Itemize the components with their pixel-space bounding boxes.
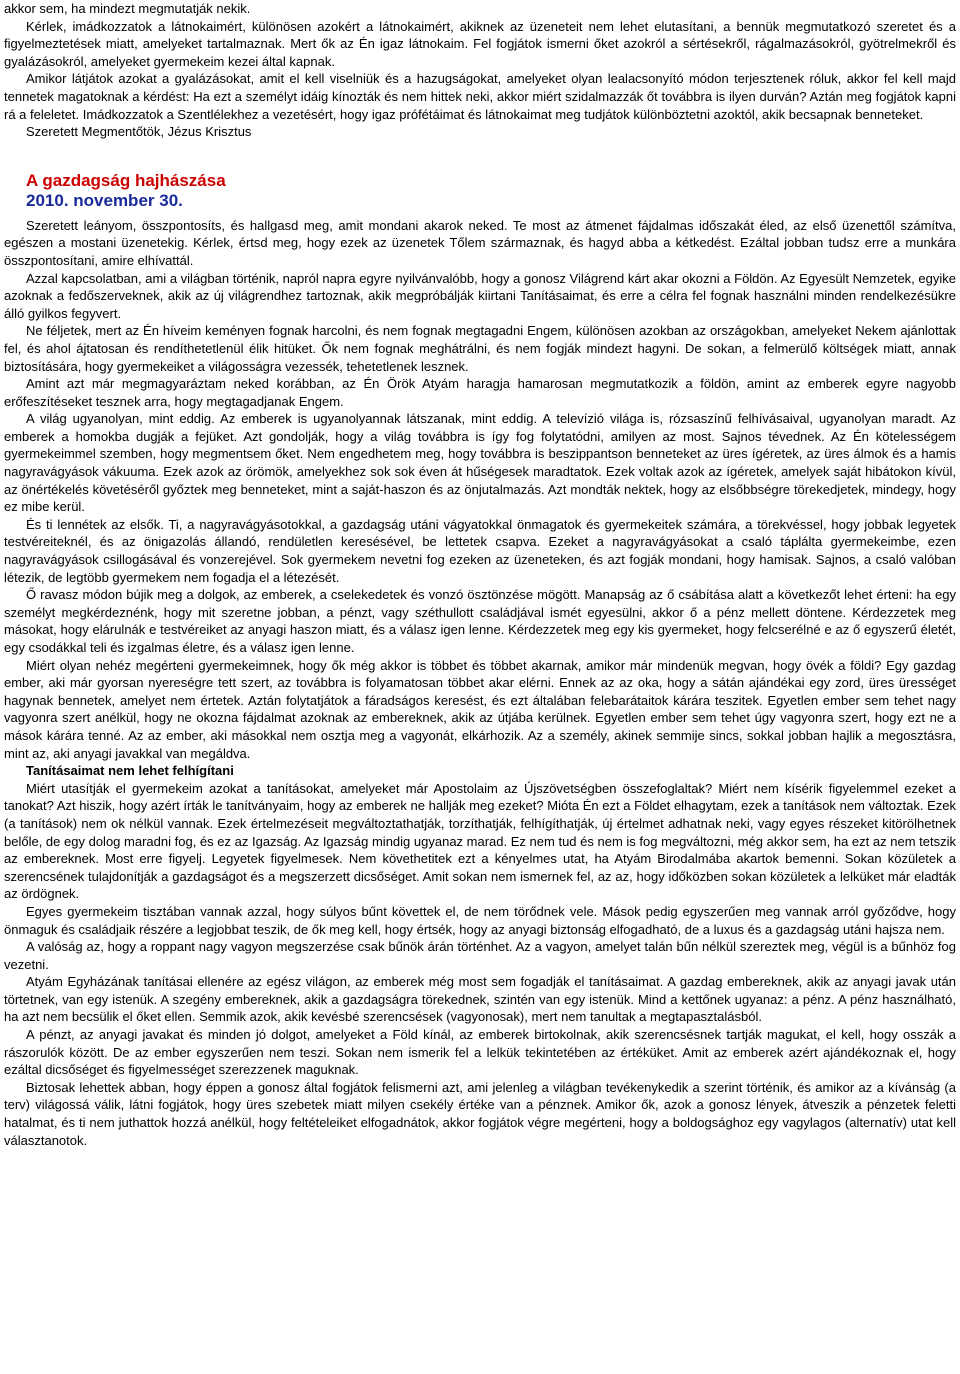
paragraph-11: A valóság az, hogy a roppant nagy vagyon megszerzése csak bűnök árán történhet. Az a vagyon, amelyet talán bűn nélkül szereztek meg, végül is a bűnhöz fog vezetni. [4, 939, 956, 972]
paragraph-13: A pénzt, az anyagi javakat és minden jó dolgot, amelyeket a Föld kínál, az emberek birtokolnak, akik szerencsésnek tartják magukat, el kell, hogy osszák a rászorulók között. De az ember egyszerűen nem teszi. Sokan nem ismerik fel a lelkük tekintetében az értéküket. Amit az emberek azért ajándékoznak el, hogy ezáltal dicsőséget és figyelmességet szerezzenek maguknak. [4, 1027, 956, 1078]
message-title: A gazdagság hajhászása [26, 170, 226, 190]
paragraph-8: Miért olyan nehéz megérteni gyermekeimnek, hogy ők még akkor is többet és többet akarnak, amikor már mindenük megvan, hogy övék a földi? Egy gazdag ember, aki már gyorsan nyereségre tett szert, az továbbra is folyamatosan többet akar elérni. Ennek az az oka, hogy a sátán ajándékai egy zord, üres ürességet hagynak bennetek, amelyet nem értetek. Aztán folytatjátok a fáradságos keresést, és ezt általában felebarátaitok kárára teszitek. Egyetlen ember sem tehet nagy vagyonra szert anélkül, hogy ne okozna fájdalmat azoknak az embereknek, akik az útjába kerülnek. Egyetlen ember sem tehet úgy vagyonra szert, hogy ezt ne a mások kárára tenné. Az az ember, aki másokkal nem osztja meg a vagyonát, elkárhozik. Az a személy, akinek semmije sincs, sokkal jobban hajlik a megosztásra, mint az, aki anyagi javakkal van megáldva. [4, 657, 956, 761]
paragraph-7: Ő ravasz módon bújik meg a dolgok, az emberek, a cselekedetek és vonzó ösztönzése mögött. Manapság az ő csábítása alatt a következőt lehet érteni: ha egy személyt megkérdeznénk, hogy mit szeretne jobban, a pénzt, vagy széthullott családjával ismét egyesülni, akkor ő a pénz mellett döntene. Kérdezzetek meg másokat, hogy elárulnák e testvéreiket az anyagi haszon miatt, és a válasz igen lenne. Kérdezzetek meg egy kis gyermeket, hogy felcserélné e az ő egyszerű életét, egy csodákkal teli és izgalmas életre, és a válasz igen lenne. [4, 587, 956, 655]
paragraph-1: Szeretett leányom, összpontosíts, és hallgasd meg, amit mondani akarok neked. Te most az átmenet fájdalmas időszakát éled, az első üzenettől számítva, egészen a mostani üzenetekig. Kérlek, értsd meg, hogy ezek az üzenetek Tőlem származnak, és hagyd abba a kétkedést. Ezáltal jobban tudsz erre a munkára összpontosítani, amire elhívattál. [4, 217, 956, 268]
paragraph-5: A világ ugyanolyan, mint eddig. Az emberek is ugyanolyannak látszanak, mint eddig. A televízió világa is, rózsaszínű felhívásaival, ugyanolyan maradt. Az emberek a homokba dugják a fejüket. Azt gondolják, hogy a világ továbbra is így fog folytatódni, amilyen az most. Sajnos tévednek. Az Én kötelességem gyermekeimmel szemben, hogy megmentsem őket. Nem engedhetem meg, hogy továbbra is beszippantson benneteket az üres ígéretek, az üres álmok és a hamis nagyravágyások vákuuma. Ezek azok az örömök, amelyekhez sok sok éven át hűségesek maradtatok. Ezek voltak azok az ígéretek, amelyek saját hibátokon kívül, az önértékelés követéséről győztek meg benneteket, mint a saját-haszon és az önjutalmazás. Azt mondták nektek, hogy az elsőbbségre törekedjetek, mindegy, hogy ez mibe kerül. [4, 411, 956, 515]
paragraph-12: Atyám Egyházának tanításai ellenére az egész világon, az emberek még most sem fogadják el tanításaimat. A gazdag embereknek, akik az anyagi javak után törtetnek, van egy istenük. A szegény embereknek, akik a gazdagságra törekednek, szintén van egy istenük. Mind a kettőnek ugyanaz: a pénz. A pénz használható, ha azt nem becsülik el őket ellen. Semmik azok, akik kevésbé szerencsések (vagyonosak), mert nem tanultak a megtapasztalásból. [4, 974, 956, 1025]
paragraph-3: Ne féljetek, mert az Én híveim keményen fognak harcolni, és nem fognak megtagadni Engem, különösen azokban az országokban, amelyeket Nekem ajánlottak fel, és ahol ájtatosan és rendíthetetlenül élik hitüket. Ők nem fognak meghátrálni, és nem fogják mindezt hagyni. De sokan, a felmerülő költségek miatt, annak biztosítására, hogy gyermekeiket a világosságra vezessék, tehetetlenek lesznek. [4, 323, 956, 374]
subheading-teachings: Tanításaimat nem lehet felhígítani [26, 763, 234, 779]
paragraph-2: Azzal kapcsolatban, ami a világban történik, napról napra egyre nyilvánvalóbb, hogy a gonosz Világrend kárt akar okozni a Földön. Az Egyesült Nemzetek, egyike azoknak a fedőszerveknek, akik az új világrendhez tartoznak, akik megpróbálják kiirtani Tanításaimat, és erre a célra fel fognak használni minden rendelkezésükre álló gyilkos fegyvert. [4, 270, 956, 321]
paragraph-insults: Amikor látjátok azokat a gyalázásokat, amit el kell viselniük és a hazugságokat, amelyeket olyan lealacsonyító módon terjesztenek róluk, akkor fel kell majd tennetek magatoknak a kérdést: Ha ezt a személyt idáig kínozták és nem hittek neki, akkor miért szidalmazzák őt továbbra is ilyen durván? Aztán meg fogjátok kapni rá a feleletet. Imádkozzatok a Szentlélekhez a vezetésért, hogy igaz prófétáimat és látnokaimat meg tudjátok különböztetni azoktól, akik becsapnak benneteket. [4, 71, 956, 122]
section-spacer [4, 141, 956, 171]
paragraph-9: Miért utasítják el gyermekeim azokat a tanításokat, amelyeket már Apostolaim az Újszövetségben összefoglaltak? Miért nem kísérik figyelemmel ezeket a tanokat? Azt hiszik, hogy azért írták le tanítványaim, hogy az emberek ne hallják meg ezeket? Mióta Én ezt a Földet elhagytam, ezek a tanítások nem változtak. Ezek (a tanítások) nem ok nélkül vannak. Ezek értelmezéseit megváltoztathatják, torzíthatják, felhígíthatják, új értelmet adhatnak neki, vagy egyes részeket kitörölhetnek belőle, de egy dolog maradni fog, és ez az Igazság. Az Igazság mindig ugyanaz marad. Ez nem tud és nem is fog megváltozni, még akkor sem, ha ezt az nem tetszik az embereknek. Most erre figyelj. Legyetek figyelmesek. Nem követhetitek ezt a kényelmes utat, ha Atyám Birodalmába akartok bemenni. Sokan közületek a szerencsének tulajdonítják a gazdagságot és a megszerzett dicsőséget. Amit sokan nem ismernek fel, az az, hogy időközben sokan közületek a lelküket már eladták az ördögnek. [4, 780, 956, 902]
paragraph-4: Amint azt már megmagyaráztam neked korábban, az Én Örök Atyám haragja hamarosan megmutatkozik a földön, amint az emberek egyre nagyobb erőfeszítéseket tesznek arra, hogy megtagadjanak Engem. [4, 376, 956, 409]
paragraph-continuation: akkor sem, ha mindezt megmutatják nekik. [4, 1, 251, 16]
signature-line: Szeretett Megmentőtök, Jézus Krisztus [26, 124, 252, 140]
message-date: 2010. november 30. [26, 190, 183, 210]
paragraph-6: És ti lennétek az elsők. Ti, a nagyravágyásotokkal, a gazdagság utáni vágyatokkal önmagatok és gyermekeitek számára, a törekvéssel, hogy jobbak legyetek testvéreiteknél, és az önigazolás állandó, rendületlen keresésével, be lettetek csapva. Ezeket a nagyravágyásokat a csaló táplálta gyermekeimbe, ezen nagyravágyások csillogásával és vonzerejével. Sok gyermekem nevetni fog ezeken az üzeneteken, és azt fogják mondani, hogy hamisak. Sajnos, a csaló valóban létezik, de legtöbb gyermekem nem fogadja el a létezését. [4, 516, 956, 585]
paragraph-prayer-seers: Kérlek, imádkozzatok a látnokaimért, különösen azokért a látnokaimért, akiknek az üzeneteit nem lehet elutasítani, a bennük megmutatkozó szeretet és a figyelmeztetések miatt, amelyeket tartalmaznak. Mert ők az Én igaz látnokaim. Fel fogjátok ismerni őket azokról a sértésekről, rágalmazásokról, gyötrelmekről és gyalázásokról, amelyeket gyermekeim kezei által kapnak. [4, 18, 956, 69]
paragraph-10: Egyes gyermekeim tisztában vannak azzal, hogy súlyos bűnt követtek el, de nem törődnek vele. Mások pedig egyszerűen meg vannak arról győződve, hogy önmaguk és családjaik részére a legjobbat teszik, de ők meg kell, hogy értsék, hogy az anyagi biztonság elfogadható, de a luxus és a gazdagság utáni hajsza nem. [4, 903, 956, 937]
paragraph-14: Biztosak lehettek abban, hogy éppen a gonosz által fogjátok felismerni azt, ami jelenleg a világban tevékenykedik a szerint történik, és amikor az a kívánság (a terv) világossá válik, látni fogjátok, hogy üres szebetek miatt milyen csekély értéke van a pénznek. Amikor ők, azok a gonosz lények, átveszik a pénzetek feletti hatalmat, és ti nem juthattok hozzá anélkül, hogy feltételeiket elfogadnátok, akkor fogjátok végre megérteni, hogy a boldogsághoz egy vagylagos (alternatív) utat kell választanotok. [4, 1079, 956, 1148]
